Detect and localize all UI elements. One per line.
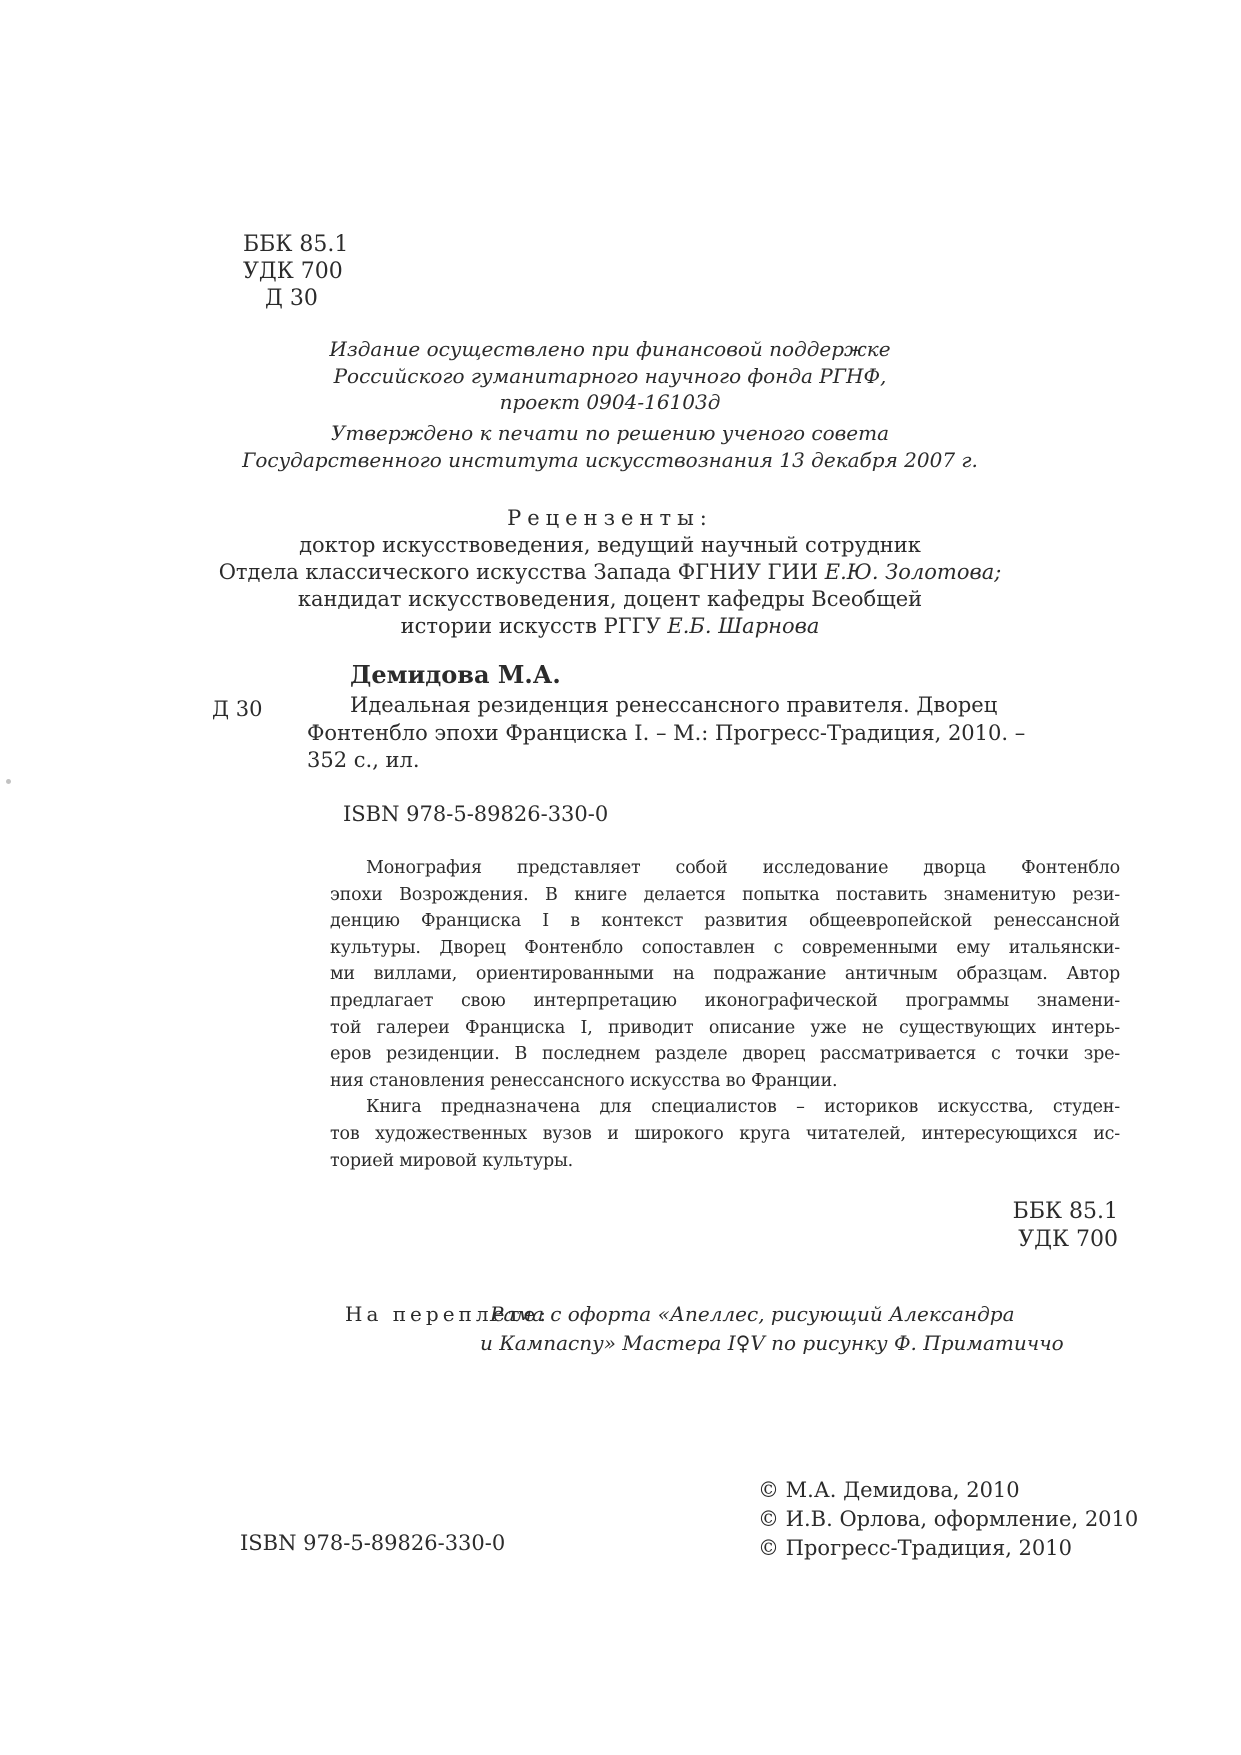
annotation-line: Книга предназначена для специалистов – историков искусства, студен-: [366, 1097, 1120, 1118]
reviewer-line: [215, 559, 1005, 586]
funding-line: Российского гуманитарного научного фонда РГНФ,: [333, 363, 887, 388]
reviewer-line: доктор искусствоведения, ведущий научный сотрудник: [299, 533, 921, 557]
udk-code: УДК 700: [243, 259, 343, 284]
annotation-line: ми виллами, ориентированными на подражание античным образцам. Автор: [330, 964, 1120, 985]
approval-line: Государственного института искусствознания 13 декабря 2007 г.: [242, 447, 978, 472]
approval-line: Утверждено к печати по решению ученого совета: [330, 421, 890, 445]
card-author: Демидова М.А.: [350, 660, 561, 689]
annotation-line: ния становления ренессансного искусства во Франции.: [330, 1070, 838, 1091]
reviewers-heading: Рецензенты:: [507, 506, 713, 530]
reviewer-line: кандидат искусствоведения, доцент кафедры Всеобщей: [297, 587, 923, 611]
annotation-line: торией мировой культуры.: [330, 1150, 574, 1171]
copyright-line: © И.В. Орлова, оформление, 2010: [758, 1506, 1139, 1531]
bbk-code: ББК 85.1: [1012, 1199, 1118, 1224]
scan-speck: [6, 779, 11, 784]
card-isbn: ISBN 978-5-89826-330-0: [343, 802, 609, 826]
annotation-line: культуры. Дворец Фонтенбло сопоставлен с современными ему итальянски-: [330, 937, 1120, 958]
author-index-code: Д 30: [265, 286, 318, 311]
card-description-line: 352 с., ил.: [307, 748, 420, 772]
funding-line: проект 0904-16103д: [499, 390, 721, 414]
funding-note: [215, 336, 1005, 416]
card-description: [307, 692, 1122, 775]
reviewer-affiliation: истории искусств РГГУ: [400, 614, 668, 638]
reviewers-block: [215, 532, 1005, 640]
binding-description-line: и Кампаспу» Мастера I♀V по рисунку Ф. Приматиччо: [480, 1331, 1064, 1355]
approval-note: [215, 420, 1005, 473]
card-margin-index: Д 30: [212, 697, 263, 721]
udk-code: УДК 700: [1018, 1226, 1118, 1252]
reviewer-line: [215, 613, 1005, 640]
binding-label: На переплете:: [345, 1302, 551, 1326]
reviewer-name: Е.Б. Шарнова: [667, 614, 820, 638]
copyright-block: [758, 1476, 1138, 1562]
funding-line: Издание осуществлено при финансовой поддержке: [329, 337, 891, 361]
annotation-line: предлагает свою интерпретацию иконографической программы знамени-: [330, 990, 1120, 1011]
annotation-line: денцию Франциска I в контекст развития общеевропейской ренессансной: [330, 911, 1120, 932]
copyright-line: © Прогресс-Традиция, 2010: [758, 1535, 1073, 1560]
reviewer-name: Е.Ю. Золотова;: [824, 560, 1002, 584]
card-description-line: Идеальная резиденция ренессансного правителя. Дворец: [350, 693, 998, 717]
annotation-line: еров резиденции. В последнем разделе дворец рассматривается с точки зре-: [330, 1044, 1120, 1065]
annotation-line: эпохи Возрождения. В книге делается попытка поставить знаменитую рези-: [330, 884, 1120, 905]
card-description-line: Фонтенбло эпохи Франциска I. – М.: Прогресс-Традиция, 2010. –: [307, 720, 1026, 745]
binding-description-line: Рама с офорта «Апеллес, рисующий Александра: [490, 1302, 1015, 1326]
annotation-line: той галереи Франциска I, приводит описание уже не существующих интерь-: [330, 1017, 1120, 1038]
footer-isbn: ISBN 978-5-89826-330-0: [240, 1531, 506, 1555]
annotation-line: тов художественных вузов и широкого круга читателей, интересующихся ис-: [330, 1123, 1120, 1144]
bottom-catalog-codes: [1013, 1198, 1118, 1253]
reviewer-affiliation: Отдела классического искусства Запада ФГНИУ ГИИ: [218, 560, 825, 584]
bbk-code: ББК 85.1: [243, 232, 349, 257]
top-catalog-codes: [243, 231, 348, 312]
annotation-line: Монография представляет собой исследование дворца Фонтенбло: [366, 858, 1120, 878]
annotation-block: [330, 858, 1120, 1177]
copyright-line: © М.А. Демидова, 2010: [758, 1478, 1020, 1502]
